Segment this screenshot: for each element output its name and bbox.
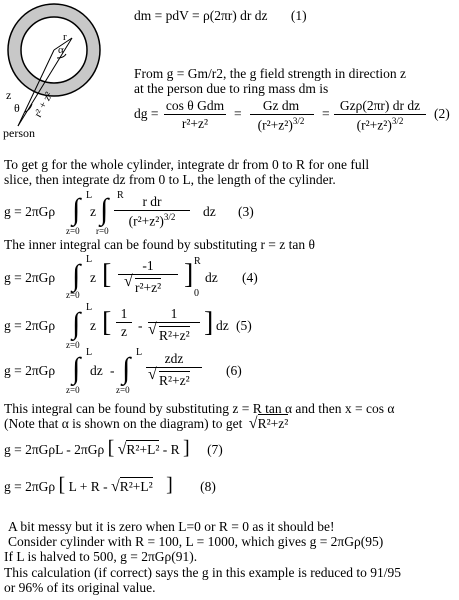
footer-line-3: If L is halved to 500, g = 2πGρ(91). bbox=[4, 549, 198, 564]
eq3-upper-L: L bbox=[86, 190, 93, 201]
eq4-bracket-left: [ bbox=[102, 259, 112, 290]
eq3-z: z bbox=[90, 204, 96, 219]
eq2-frac3-num: Gzρ(2πr) dr dz bbox=[339, 98, 421, 113]
substitution-2-line-1: This integral can be found by substituting z = R tan α and then x = cos α bbox=[4, 401, 395, 416]
eq4-bracket-right: ] bbox=[184, 259, 194, 290]
eq5-minus: - bbox=[138, 318, 143, 333]
eq6-lhs: g = 2πGρ bbox=[4, 363, 56, 378]
eq5-lower-z: z=0 bbox=[66, 340, 80, 350]
equation-2-equals-b: = bbox=[322, 106, 330, 121]
equation-2-equals-a: = bbox=[234, 106, 242, 121]
eq4-num: -1 bbox=[142, 258, 154, 273]
eq3-den: $(r^2+z^2)^{3/2}$ bbox=[128, 212, 176, 229]
eq4-sqrt-sign: √ bbox=[124, 273, 133, 290]
eq6-dz: dz bbox=[90, 363, 103, 378]
eq5-f1-bar bbox=[116, 322, 132, 323]
equation-3-number: (3) bbox=[238, 204, 254, 219]
eq5-f2-num: 1 bbox=[170, 306, 178, 321]
eq2-frac2-den: $(r^2+z^2)^{3/2}$ bbox=[257, 116, 305, 133]
eq5-upper-L: L bbox=[86, 302, 93, 313]
eq8-bracket-left: [ bbox=[58, 474, 66, 496]
equation-7-number: (7) bbox=[207, 442, 223, 457]
eq5-sqrt-sign: √ bbox=[148, 321, 157, 338]
eq6-upper-L2: L bbox=[136, 347, 143, 358]
eq2-frac2-num: Gz dm bbox=[262, 98, 300, 113]
paragraph-1-line-2: slice, then integrate dz from 0 to L, the length of the cylinder. bbox=[4, 172, 336, 187]
footer-line-2: Consider cylinder with R = 100, L = 1000, which gives g = 2πGρ(95) bbox=[8, 534, 384, 549]
eq3-lower-z: z=0 bbox=[66, 226, 80, 236]
equation-7 bbox=[4, 437, 223, 461]
eq6-lower-z2: z=0 bbox=[116, 385, 130, 395]
paragraph-1-line-1: To get g for the whole cylinder, integrate dr from 0 to R for one full bbox=[4, 157, 370, 172]
eq2-frac3-den: $(r^2+z^2)^{3/2}$ bbox=[356, 116, 404, 133]
substitution-1: The inner integral can be found by substituting r = z tan θ bbox=[4, 237, 316, 252]
eq2-frac1-bar bbox=[164, 114, 226, 115]
label-alpha: α bbox=[58, 44, 64, 56]
eq7-bracket-left: [ bbox=[107, 437, 115, 459]
eq5-f2-den: R²+z² bbox=[159, 328, 190, 343]
eq8-sqrt-content: R²+L² bbox=[119, 479, 153, 494]
eq5-dz: dz bbox=[216, 318, 229, 333]
eq2-frac3-bar bbox=[334, 114, 426, 115]
equation-3 bbox=[4, 188, 264, 236]
substitution-2-sqrt-sign: √ bbox=[248, 415, 258, 432]
eq2-frac2-bar bbox=[250, 114, 314, 115]
eq7-sqrt-content: R²+L² bbox=[126, 442, 160, 457]
eq5-f1-den: z bbox=[121, 324, 127, 339]
eq4-lhs: g = 2πGρ bbox=[4, 270, 56, 285]
equation-4 bbox=[4, 252, 264, 300]
eq3-integral-inner: ∫ bbox=[100, 193, 109, 226]
substitution-2-sqrt-content: R²+z² bbox=[257, 416, 289, 431]
equation-6-number: (6) bbox=[226, 363, 242, 378]
eq6-integral-2: ∫ bbox=[122, 352, 131, 385]
eq5-bracket-right: ] bbox=[204, 307, 214, 338]
eq7-sqrt-sign: √ bbox=[117, 441, 127, 458]
eq7-bracket-right: ] bbox=[183, 437, 190, 459]
eq4-lower-0: 0 bbox=[194, 288, 199, 299]
eq5-f1-num: 1 bbox=[120, 306, 128, 321]
intro-line-2: at the person due to ring mass dm is bbox=[134, 81, 329, 96]
eq5-integral: ∫ bbox=[72, 307, 81, 340]
intro-line-1: From g = Gm/r2, the g field strength in direction z bbox=[134, 66, 406, 81]
equation-8 bbox=[4, 474, 216, 498]
eq6-lower-z1: z=0 bbox=[66, 385, 80, 395]
footer-line-5: or 96% of its original value. bbox=[4, 580, 156, 595]
eq4-dz: dz bbox=[205, 270, 218, 285]
eq4-upper-L: L bbox=[86, 254, 93, 265]
eq3-upper-R: R bbox=[117, 190, 124, 201]
eq7-tail: - R bbox=[162, 442, 180, 457]
equation-2-number: (2) bbox=[434, 106, 450, 121]
label-r: r bbox=[63, 31, 67, 43]
substitution-2-line-2 bbox=[4, 416, 288, 431]
eq7-lhs: g = 2πGρL - 2πGρ bbox=[4, 442, 105, 457]
eq3-num: r dr bbox=[142, 194, 162, 209]
eq3-dz: dz bbox=[203, 204, 216, 219]
equation-8-number: (8) bbox=[200, 479, 216, 494]
eq6-minus: - bbox=[110, 363, 115, 378]
eq3-integral-outer: ∫ bbox=[72, 193, 81, 226]
equation-2 bbox=[134, 96, 454, 136]
eq6-upper-L1: L bbox=[86, 347, 93, 358]
footer-line-4: This calculation (if correct) says the g in this example is reduced to 91/95 bbox=[4, 565, 402, 580]
eq3-bar bbox=[114, 210, 190, 211]
equation-1-text: dm = pdV = ρ(2πr) dr dz bbox=[134, 8, 268, 23]
eq6-integral-1: ∫ bbox=[72, 352, 81, 385]
equation-6 bbox=[4, 347, 264, 397]
eq6-num: zdz bbox=[164, 351, 184, 366]
eq6-den: R²+z² bbox=[159, 373, 190, 388]
eq5-z: z bbox=[90, 318, 96, 333]
eq3-lhs: g = 2πGρ bbox=[4, 204, 56, 219]
eq4-upper-R: R bbox=[194, 256, 201, 267]
eq4-lower-z: z=0 bbox=[66, 290, 80, 300]
equation-1-number: (1) bbox=[290, 8, 307, 23]
equation-5-number: (5) bbox=[236, 318, 252, 333]
substitution-2-text: (Note that α is shown on the diagram) to get bbox=[4, 416, 243, 431]
eq8-head: L + R - bbox=[68, 479, 108, 494]
eq5-lhs: g = 2πGρ bbox=[4, 318, 56, 333]
eq5-bracket-left: [ bbox=[102, 307, 112, 338]
eq4-z: z bbox=[90, 270, 96, 285]
cylinder-diagram bbox=[0, 0, 135, 140]
equation-1 bbox=[134, 8, 307, 23]
label-hypotenuse: r² + z² bbox=[32, 90, 56, 120]
label-theta: θ bbox=[14, 101, 20, 115]
equation-5 bbox=[4, 302, 264, 350]
equation-4-number: (4) bbox=[242, 270, 258, 285]
eq2-frac1-den: r²+z² bbox=[181, 116, 209, 131]
equation-2-lhs: dg = bbox=[134, 106, 159, 121]
footer-line-1: A bit messy but it is zero when L=0 or R = 0 as it should be! bbox=[8, 519, 335, 534]
eq8-sqrt-sign: √ bbox=[110, 478, 120, 495]
eq6-sqrt-sign: √ bbox=[148, 366, 157, 383]
label-person: person bbox=[3, 126, 35, 140]
eq4-integral: ∫ bbox=[72, 259, 81, 292]
eq3-lower-r: r=0 bbox=[96, 226, 109, 236]
label-z: z bbox=[6, 88, 12, 102]
eq4-den: r²+z² bbox=[135, 280, 162, 295]
eq2-frac1-num: cos θ Gdm bbox=[165, 98, 225, 113]
eq8-lhs: g = 2πGρ bbox=[4, 479, 56, 494]
eq8-bracket-right: ] bbox=[166, 474, 173, 496]
